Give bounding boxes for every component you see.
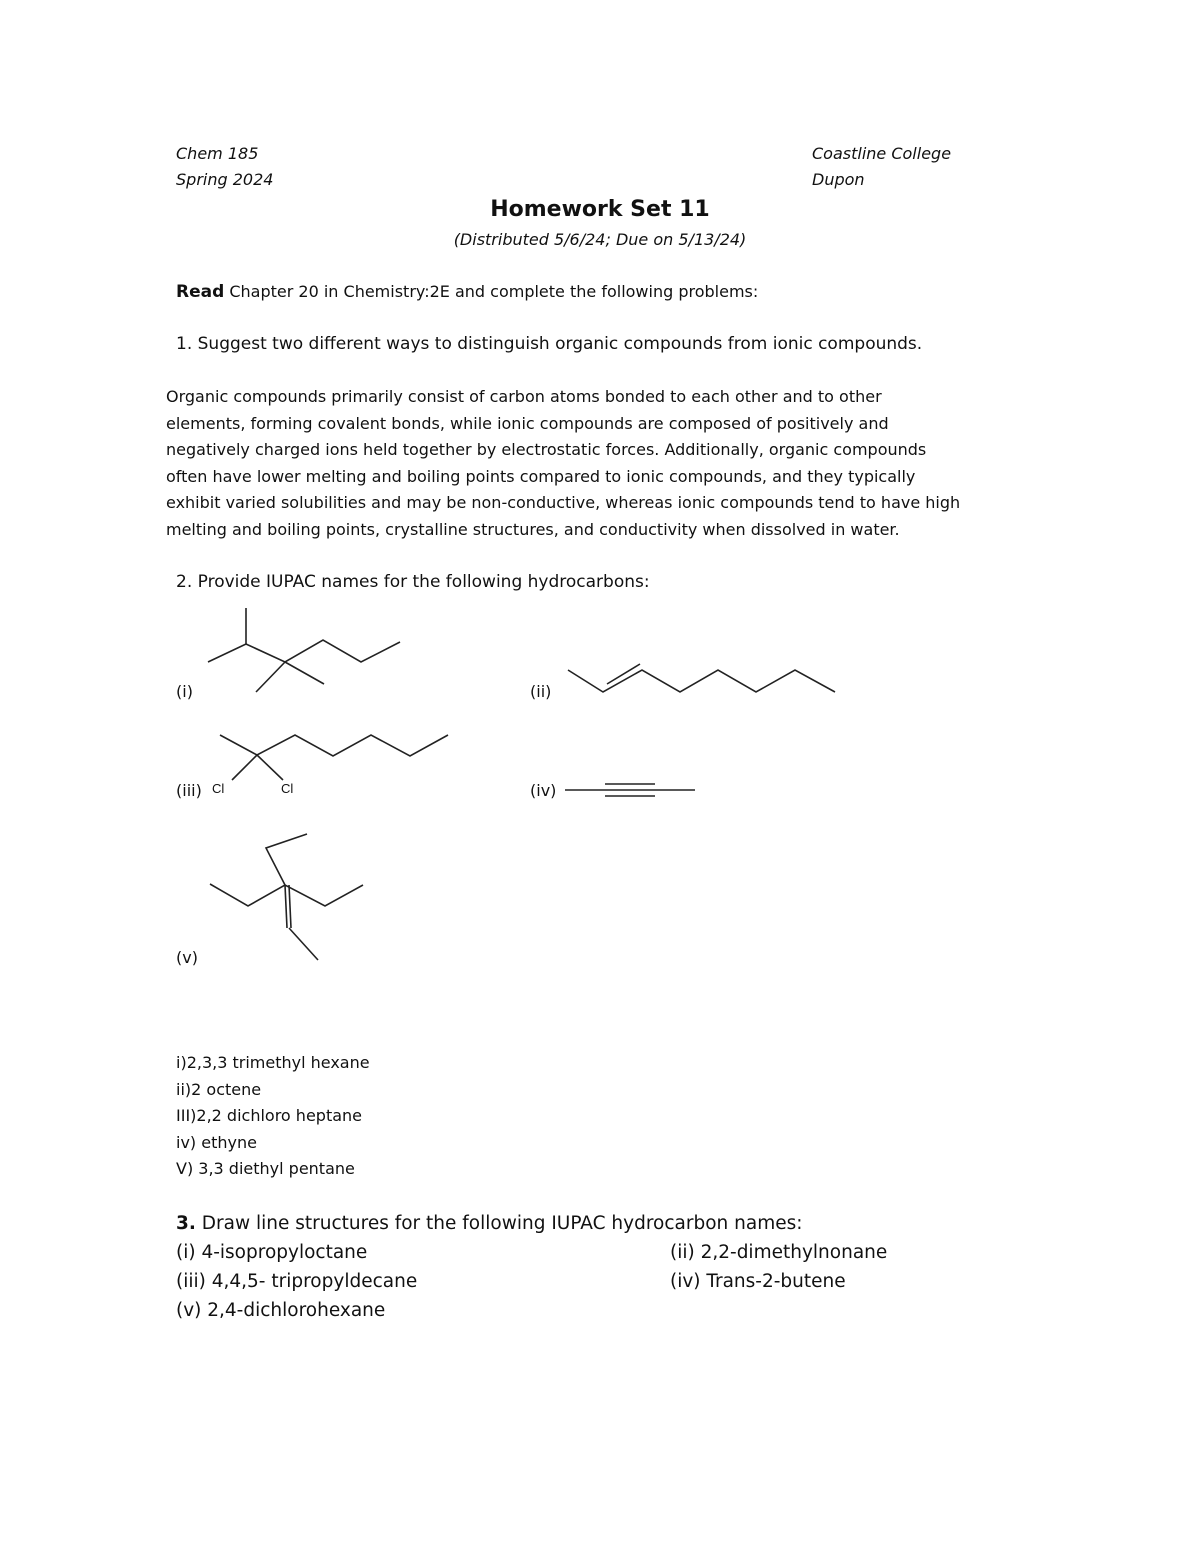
instructions-text: Chapter 20 in Chemistry:2E and complete the following problems: xyxy=(224,282,759,301)
course-name: Chem 185 xyxy=(176,144,259,163)
chlorine-label: Cl xyxy=(212,781,225,796)
answer-item: V) 3,3 diethyl pentane xyxy=(176,1159,355,1178)
answer-item: iv) ethyne xyxy=(176,1132,257,1152)
answer-line: often have lower melting and boiling points compared to ionic compounds, and they typically xyxy=(166,466,916,486)
instructions-bold: Read xyxy=(176,282,225,302)
q3-item-iii: (iii) 4,4,5- tripropyldecane xyxy=(176,1271,418,1292)
structure-label-ii: (ii) xyxy=(530,682,552,701)
answer-line: elements, forming covalent bonds, while ionic compounds are composed of positively and xyxy=(166,413,889,433)
structure-iii-skeleton xyxy=(220,735,448,780)
structure-v-skeleton xyxy=(210,834,363,960)
q3-item-v: (v) 2,4-dichlorohexane xyxy=(176,1300,386,1321)
term: Spring 2024 xyxy=(176,170,274,189)
instructor-name: Dupon xyxy=(812,170,865,189)
answer-line: exhibit varied solubilities and may be non-conductive, whereas ionic compounds tend to have high xyxy=(166,493,961,512)
answer-item: i)2,3,3 trimethyl hexane xyxy=(176,1053,370,1072)
question-2-answers xyxy=(176,1050,370,1183)
answer-line: Organic compounds primarily consist of carbon atoms bonded to each other and to other xyxy=(166,387,882,406)
answer-line: melting and boiling points, crystalline structures, and conductivity when dissolved in water. xyxy=(166,519,900,539)
structure-label-i: (i) xyxy=(176,682,193,701)
structure-label-iii: (iii) xyxy=(176,781,202,800)
answer-item: ii)2 octene xyxy=(176,1079,262,1099)
structure-label-v: (v) xyxy=(176,948,198,967)
question-3 xyxy=(176,1209,803,1238)
page-subtitle: (Distributed 5/6/24; Due on 5/13/24) xyxy=(453,230,747,249)
q3-item-iv: (iv) Trans-2-butene xyxy=(670,1271,846,1292)
answer-line: negatively charged ions held together by electrostatic forces. Additionally, organic compounds xyxy=(166,440,927,459)
structure-label-iv: (iv) xyxy=(530,781,557,800)
q3-item-i: (i) 4-isopropyloctane xyxy=(176,1242,368,1263)
question-1: 1. Suggest two different ways to distinguish organic compounds from ionic compounds. xyxy=(176,334,923,354)
page-title: Homework Set 11 xyxy=(490,197,710,222)
structure-ii-skeleton xyxy=(568,664,835,692)
structure-iv-skeleton xyxy=(565,784,695,796)
question-3-number: 3. xyxy=(176,1213,196,1234)
structure-i-skeleton xyxy=(208,608,400,692)
q3-item-ii: (ii) 2,2-dimethylnonane xyxy=(670,1242,888,1263)
question-2: 2. Provide IUPAC names for the following hydrocarbons: xyxy=(176,572,650,592)
chlorine-label: Cl xyxy=(281,781,294,796)
college-name: Coastline College xyxy=(812,144,952,163)
question-3-text: Draw line structures for the following IUPAC hydrocarbon names: xyxy=(195,1213,803,1234)
answer-item: III)2,2 dichloro heptane xyxy=(176,1106,363,1125)
